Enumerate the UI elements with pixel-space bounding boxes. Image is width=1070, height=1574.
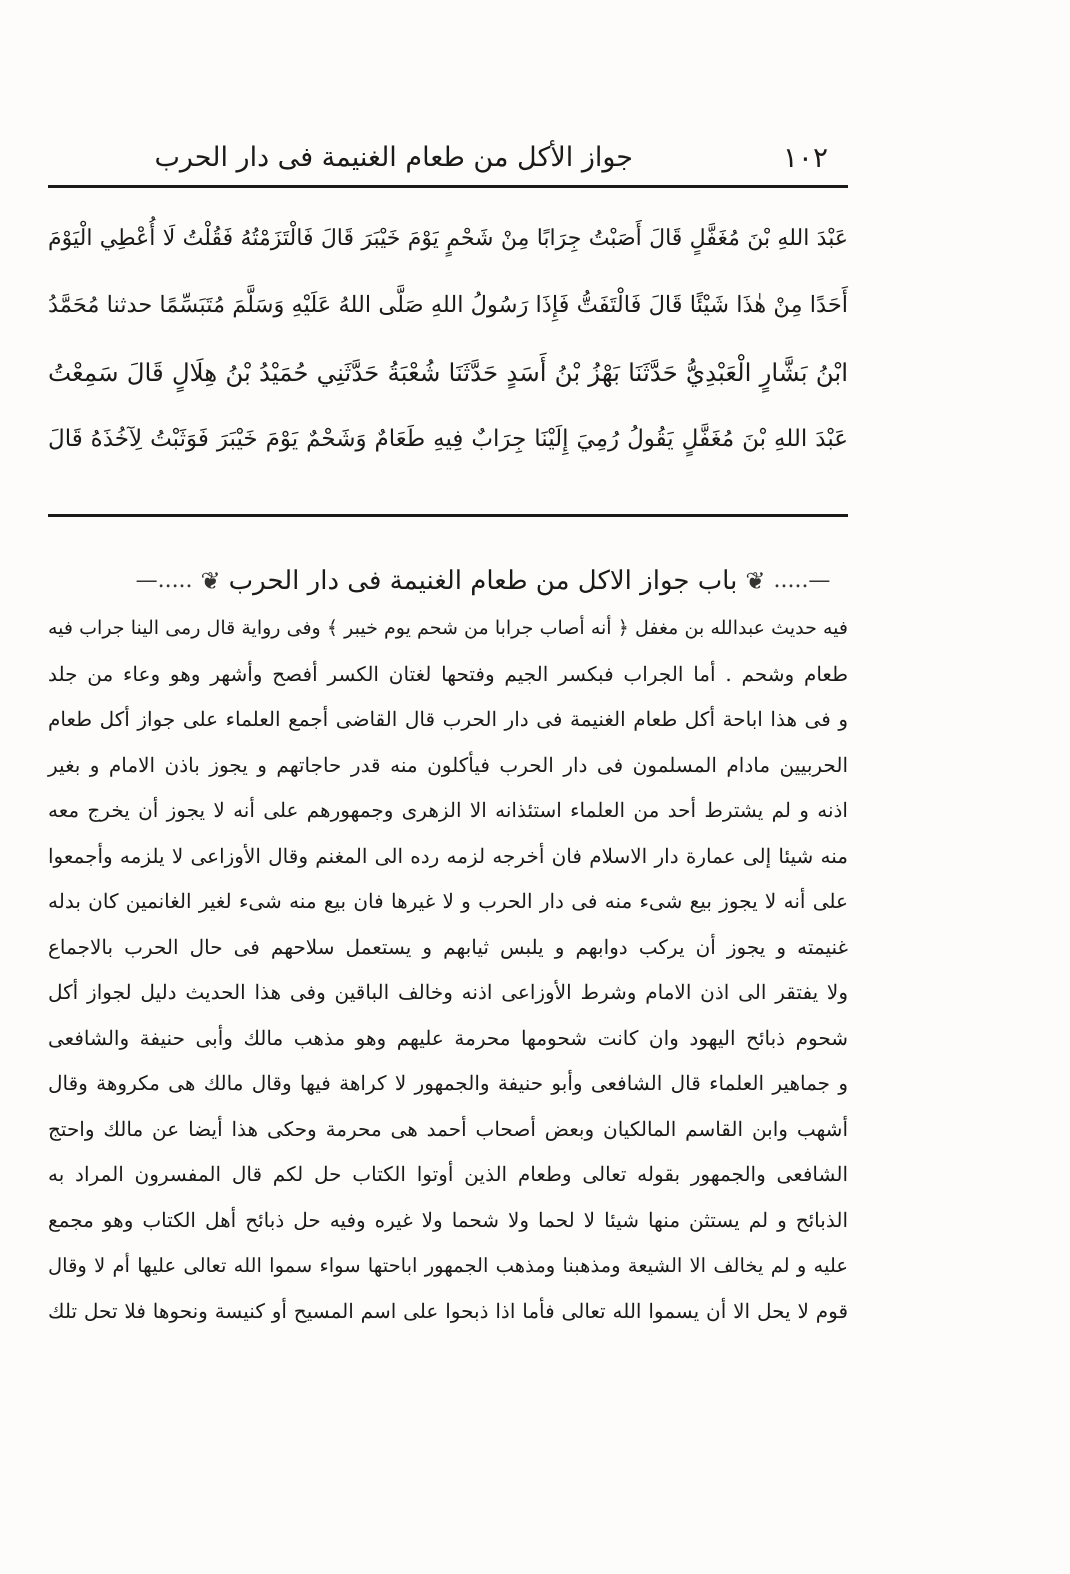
header-rule: [48, 185, 848, 188]
commentary-line: منه شيئا إلى عمارة دار الاسلام فان أخرجه لزمه رده الى المغنم وقال الأوزاعى لا يلزمه وأجمعوا: [48, 843, 848, 868]
hadith-text-block: [48, 205, 848, 473]
heading-flourish-left-icon: ❦: [200, 567, 221, 595]
heading-ornament-left: .....—: [135, 568, 193, 593]
running-title: جواز الأكل من طعام الغنيمة فى دار الحرب: [154, 142, 633, 173]
hadith-line: عَبْدَ اللهِ بْنَ مُغَفَّلٍ يَقُولُ رُمِيَ إِلَيْنَا جِرَابٌ فِيهِ طَعَامٌ وَشَحْمٌ يَوْمَ خَيْبَرَ فَوَثَبْتُ لِآخُذَهُ قَالَ: [48, 426, 848, 452]
commentary-line: ولا يفتقر الى اذن الامام وشرط الأوزاعى اذنه وخالف الباقين وفى هذا الحديث دليل لجواز أكل: [48, 980, 848, 1004]
hadith-line: عَبْدَ اللهِ بْنَ مُغَفَّلٍ قَالَ أَصَبْتُ جِرَابًا مِنْ شَحْمٍ يَوْمَ خَيْبَرَ قَالَ فَالْتَزَمْتُهُ فَقُلْتُ لَا أُعْطِي الْيَوْمَ: [48, 226, 848, 251]
commentary-line: أشهب وابن القاسم المالكيان وبعض أصحاب أحمد هى محرمة وحكى هذا أيضا عن مالك واحتج: [48, 1116, 848, 1141]
commentary-line: فيه حديث عبدالله بن مغفل ﴿ أنه أصاب جرابا من شحم يوم خيبر ﴾ وفى رواية قال رمى الينا جراب فيه: [48, 617, 848, 639]
heading-flourish-right-icon: ❦: [745, 567, 766, 595]
commentary-line: طعام وشحم . أما الجراب فبكسر الجيم وفتحها لغتان الكسر أفصح وأشهر وهو وعاء من جلد: [48, 661, 848, 686]
commentary-line: الشافعى والجمهور بقوله تعالى وطعام الذين أوتوا الكتاب حل لكم قال المفسرون المراد به: [48, 1162, 848, 1186]
commentary-line: و جماهير العلماء قال الشافعى وأبو حنيفة والجمهور لا كراهة فيها وقال مالك هى مكروهة وقال: [48, 1071, 848, 1095]
commentary-block: [48, 556, 848, 1334]
chapter-heading: [118, 556, 848, 606]
hadith-line: ابْنُ بَشَّارٍ الْعَبْدِيُّ حَدَّثَنَا بَهْزُ بْنُ أَسَدٍ حَدَّثَنَا شُعْبَةُ حَدَّثَنِي حُمَيْدُ بْنُ هِلَالٍ قَالَ سَمِعْتُ: [48, 358, 848, 387]
heading-ornament-right: —.....: [773, 568, 831, 593]
commentary-line: و فى هذا اباحة أكل طعام الغنيمة فى دار الحرب قال القاضى أجمع العلماء على جواز أكل طعام: [48, 707, 848, 731]
commentary-line: غنيمته و يجوز أن يركب دوابهم و يلبس ثيابهم و يستعمل سلاحهم فى حال الحرب بالاجماع: [48, 934, 848, 959]
commentary-line: قوم لا يحل الا أن يسموا الله تعالى فأما اذا ذبحوا على اسم المسيح أو كنيسة ونحوها فلا تحل تلك: [48, 1298, 849, 1323]
section-divider-rule: [48, 514, 848, 517]
hadith-line: أَحَدًا مِنْ هٰذَا شَيْئًا قَالَ فَالْتَفَتُّ فَإِذَا رَسُولُ اللهِ صَلَّى اللهُ عَلَيْهِ وَسَلَّمَ مُتَبَسِّمًا حدثنا مُحَمَّدُ: [48, 292, 848, 318]
commentary-line: الحربيين مادام المسلمون فى دار الحرب فيأكلون منه قدر حاجاتهم و يجوز باذن الامام و بغير: [48, 752, 848, 777]
commentary-line: الذبائح و لم يستثن منها شيئا لا لحما ولا شحما ولا غيره وفيه حل ذبائح أهل الكتاب وهو مجمع: [48, 1207, 848, 1232]
commentary-line: اذنه و لم يشترط أحد من العلماء استئذانه الا الزهرى وجمهورهم على أنه لا يجوز أن يخرج معه: [48, 798, 848, 822]
commentary-line: عليه و لم يخالف الا الشيعة ومذهبنا ومذهب الجمهور اباحتها سواء سموا الله تعالى عليها أم لا وقال: [48, 1254, 848, 1277]
page-header: [48, 135, 848, 181]
commentary-line: شحوم ذبائح اليهود وان كانت شحومها محرمة عليهم وهو مذهب مالك وأبى حنيفة والشافعى: [48, 1025, 848, 1050]
book-page: [48, 0, 848, 1574]
commentary-line: على أنه لا يجوز بيع شىء منه فى دار الحرب و لا غيرها فان بيع منه شىء لغير الغانمين كان بدله: [48, 889, 848, 913]
page-number: ١٠٢: [782, 141, 828, 174]
chapter-heading-text: باب جواز الاكل من طعام الغنيمة فى دار الحرب: [228, 566, 738, 596]
